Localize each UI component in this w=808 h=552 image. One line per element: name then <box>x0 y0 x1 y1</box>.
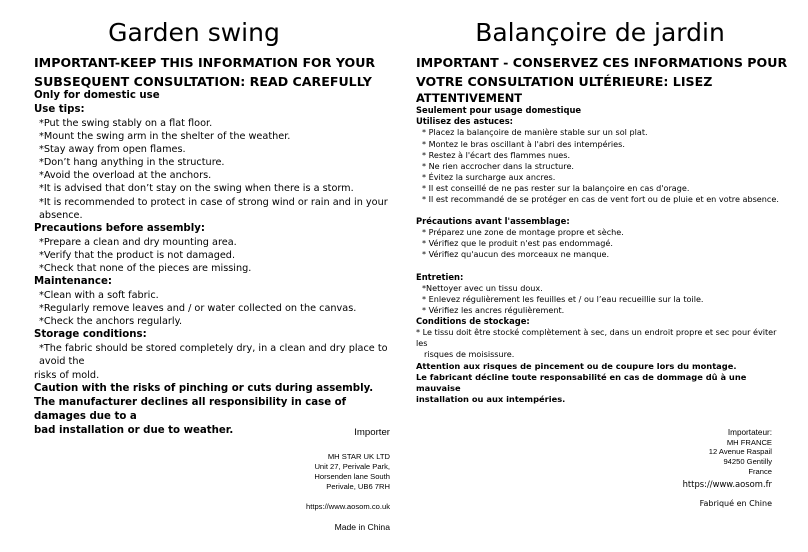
address-line: Perivale, UB6 7RH <box>326 482 390 491</box>
domestic-use-note: Only for domestic use <box>34 90 160 101</box>
spacer <box>416 261 786 272</box>
precautions-heading: Precautions before assembly: <box>34 222 205 234</box>
address-line: 94250 Gentilly <box>723 457 772 467</box>
list-item: * Évitez la surcharge aux ancres. <box>422 171 556 182</box>
precautions-heading: Précautions avant l'assemblage: <box>416 216 570 227</box>
list-item: *Avoid the overload at the anchors. <box>39 170 212 182</box>
list-item: * Il est recommandé de se protéger en cas de vent fort ou de pluie et en votre absence. <box>422 193 779 204</box>
storage-text-1: *The fabric should be stored completely dry, in a clean and dry place to avoid the <box>39 343 388 368</box>
importer-heading: Importer <box>354 427 390 438</box>
list-item: *Put the swing stably on a flat floor. <box>39 118 213 129</box>
list-item: * Préparez une zone de montage propre et sèche. <box>422 227 624 238</box>
storage-heading: Storage conditions: <box>34 329 147 341</box>
list-item: * Il est conseillé de ne pas rester sur la balançoire en cas d'orage. <box>422 182 690 193</box>
storage-text-2: risques de moisissure. <box>424 349 515 360</box>
list-item: *It is advised that don’t stay on the swing when there is a storm. <box>39 183 354 195</box>
list-item: *Check that none of the pieces are missing. <box>39 262 252 274</box>
instructions-body-fr <box>416 105 786 405</box>
made-in-label: Fabriqué en Chine <box>699 499 772 509</box>
important-line-2: SUBSEQUENT CONSULTATION: READ CAREFULLY <box>34 74 372 89</box>
disclaimer-line-2: installation ou aux intempéries. <box>416 394 566 405</box>
list-item: * Restez à l'écart des flammes nues. <box>422 149 571 160</box>
list-item: * Vérifiez les ancres régulièrement. <box>422 304 565 315</box>
domestic-use-note: Seulement pour usage domestique <box>416 105 582 115</box>
spacer <box>416 205 786 216</box>
list-item: *Check the anchors regularly. <box>39 316 183 328</box>
storage-text-1: * Le tissu doit être stocké complètement à sec, dans un endroit propre et sec pour éviter les <box>416 327 777 349</box>
disclaimer-line-1: The manufacturer declines all responsibility in case of damages due to a <box>34 396 347 422</box>
list-item: *Verify that the product is not damaged. <box>39 249 236 261</box>
list-item: * Ne rien accrocher dans la structure. <box>422 160 575 171</box>
address-line: 12 Avenue Raspail <box>708 447 772 457</box>
importer-block-fr <box>683 428 772 509</box>
maintenance-heading: Maintenance: <box>34 276 112 288</box>
important-line-1: IMPORTANT - CONSERVEZ CES INFORMATIONS POUR <box>416 55 788 70</box>
address-line: MH STAR UK LTD <box>327 452 390 461</box>
page-title: Garden swing <box>108 18 280 47</box>
disclaimer-line-1: Le fabricant décline toute responsabilité en cas de dommage dû à une mauvaise <box>416 371 747 393</box>
instructions-body <box>34 89 394 438</box>
website-url: https://www.aosom.co.uk <box>306 502 390 511</box>
address-line: Unit 27, Perivale Park, <box>314 462 390 471</box>
list-item: *Mount the swing arm in the shelter of the weather. <box>39 131 291 143</box>
storage-text-2: risks of mold. <box>34 369 100 381</box>
important-notice-fr <box>416 53 787 105</box>
list-item: * Vérifiez que le produit n'est pas endommagé. <box>422 238 613 249</box>
maintenance-heading: Entretien: <box>416 271 464 282</box>
caution-text: Caution with the risks of pinching or cuts during assembly. <box>34 382 374 394</box>
importer-heading: Importateur: <box>727 428 772 437</box>
disclaimer-line-2: bad installation or due to weather. <box>34 424 234 436</box>
important-notice <box>34 53 375 91</box>
list-item: *Don’t hang anything in the structure. <box>39 157 225 169</box>
list-item: *It is recommended to protect in case of strong wind or rain and in your absence. <box>39 196 388 221</box>
page-title-fr: Balançoire de jardin <box>475 18 725 47</box>
made-in-label: Made in China <box>334 522 390 532</box>
important-line-1: IMPORTANT-KEEP THIS INFORMATION FOR YOUR <box>34 55 376 70</box>
list-item: *Prepare a clean and dry mounting area. <box>39 236 237 248</box>
storage-heading: Conditions de stockage: <box>416 316 530 327</box>
list-item: *Clean with a soft fabric. <box>39 290 159 302</box>
address-line: Horsenden lane South <box>314 472 390 481</box>
caution-text: Attention aux risques de pincement ou de coupure lors du montage. <box>416 360 737 371</box>
list-item: *Nettoyer avec un tissu doux. <box>422 282 543 293</box>
address-line: France <box>748 466 772 476</box>
list-item: * Vérifiez qu'aucun des morceaux ne manque. <box>422 249 610 260</box>
importer-block <box>306 428 390 532</box>
important-line-2: VOTRE CONSULTATION ULTÉRIEURE: LISEZ <box>416 74 713 89</box>
list-item: * Montez le bras oscillant à l'abri des intempéries. <box>422 138 625 149</box>
list-item: * Placez la balançoire de manière stable sur un sol plat. <box>422 127 648 138</box>
use-tips-heading: Use tips: <box>34 104 85 115</box>
use-tips-heading: Utilisez des astuces: <box>416 116 514 127</box>
address-line: MH FRANCE <box>726 437 772 447</box>
important-line-3: ATTENTIVEMENT <box>416 91 523 105</box>
list-item: *Regularly remove leaves and / or water collected on the canvas. <box>39 303 357 315</box>
website-url: https://www.aosom.fr <box>682 478 772 489</box>
list-item: * Enlevez régulièrement les feuilles et / ou l’eau recueillie sur la toile. <box>422 293 704 304</box>
list-item: *Stay away from open flames. <box>39 144 186 156</box>
